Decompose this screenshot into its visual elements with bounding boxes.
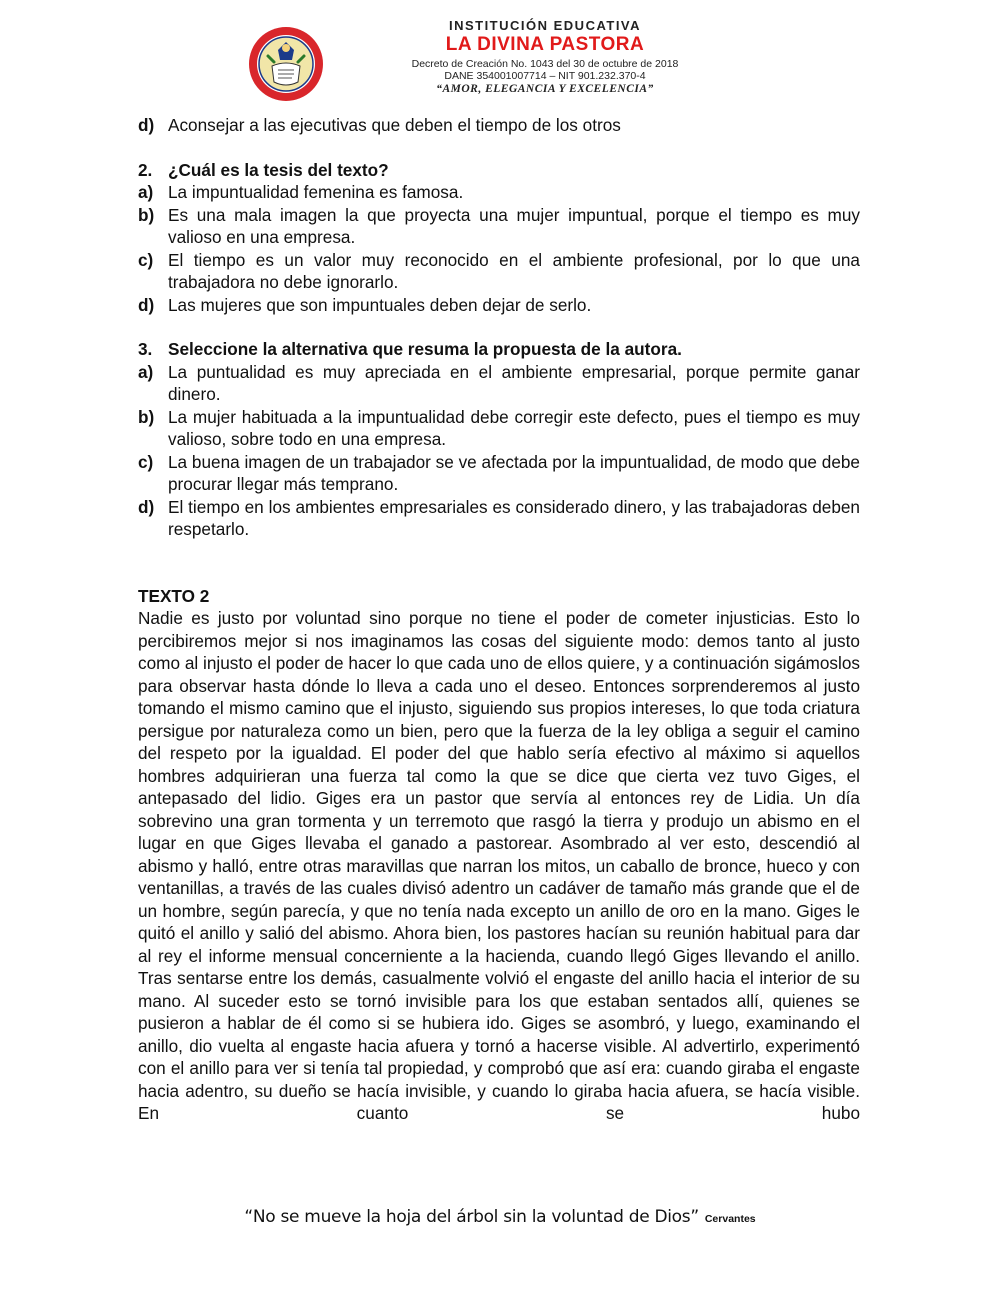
option-label: b) [138, 204, 155, 225]
question-number: 2. [138, 159, 153, 180]
question-3 [138, 338, 860, 361]
document-body [138, 114, 860, 1125]
question-2-option-d [138, 294, 860, 317]
decree-text: Decreto de Creación No. 1043 del 30 de octubre de 2018 [411, 58, 679, 70]
option-label: c) [138, 249, 154, 270]
school-name: LA DIVINA PASTORA [445, 34, 645, 55]
option-text: La impuntualidad femenina es famosa. [168, 182, 464, 202]
option-label: c) [138, 451, 154, 472]
school-crest-icon [248, 26, 324, 102]
option-text: El tiempo en los ambientes empresariales es considerado dinero, y las trabajadoras deben respetarlo. [168, 496, 860, 539]
texto-2-title: TEXTO 2 [138, 585, 210, 606]
question-3-option-b [138, 406, 860, 451]
question-2-option-c [138, 249, 860, 294]
option-text: Es una mala imagen la que proyecta una mujer impuntual, porque el tiempo es muy valioso en una empresa. [168, 204, 860, 247]
option-text: La puntualidad es muy apreciada en el ambiente empresarial, porque permite ganar dinero. [168, 361, 860, 404]
question-1-option-d [138, 114, 860, 137]
school-motto: “AMOR, ELEGANCIA Y EXCELENCIA” [436, 83, 654, 95]
question-text: ¿Cuál es la tesis del texto? [168, 159, 389, 180]
option-text: Las mujeres que son impuntuales deben dejar de serlo. [168, 294, 592, 315]
dane-nit-text: DANE 354001007714 – NIT 901.232.370-4 [444, 70, 646, 82]
option-label: a) [138, 361, 154, 382]
question-3-option-a [138, 361, 860, 406]
option-label: d) [138, 294, 155, 315]
question-2-option-a [138, 181, 860, 204]
option-text: El tiempo es un valor muy reconocido en el ambiente profesional, por lo que una trabajadora no debe ignorarlo. [168, 249, 860, 292]
question-text: Seleccione la alternativa que resuma la propuesta de la autora. [168, 339, 682, 359]
option-label: d) [138, 115, 155, 135]
question-3-option-d [138, 496, 860, 541]
option-text: La mujer habituada a la impuntualidad debe corregir este defecto, pues el tiempo es muy valioso, sobre todo en una empresa. [168, 406, 860, 449]
page-header [0, 0, 1000, 110]
question-3-option-c [138, 451, 860, 496]
page-footer [0, 1207, 1000, 1227]
question-number: 3. [138, 339, 153, 359]
footer-author: Cervantes [704, 1213, 756, 1225]
question-2 [138, 159, 860, 182]
institution-label: INSTITUCIÓN EDUCATIVA [448, 18, 642, 33]
option-label: a) [138, 182, 154, 202]
footer-quote: “No se mueve la hoja del árbol sin la voluntad de Dios” [244, 1207, 699, 1227]
option-text: La buena imagen de un trabajador se ve afectada por la impuntualidad, de modo que debe procurar llegar más temprano. [168, 451, 860, 494]
texto-2-body: Nadie es justo por voluntad sino porque no tiene el poder de cometer injusticias. Esto lo percibiremos mejor si nos imaginamos las cosas del siguiente modo: demos tanto al justo como al injusto el poder de hacer lo que cada uno de ellos quiere, y a continuación sigámoslos para observar hasta dónde lo lleva a cada uno el deseo. Entonces sorprenderemos al justo tomando el mismo camino que el injusto, siguiendo sus propios intereses, lo que toda criatura persigue por naturaleza como un bien, pero que la fuerza de la ley obliga a seguir el camino del respeto por la igualdad. El poder del que hablo sería efectivo al máximo si aquellos hombres adquirieran una fuerza tal como la que se dice que cierta vez tuvo Giges, el antepasado del lidio. Giges era un pastor que servía al entonces rey de Lidia. Un día sobrevino una gran tormenta y un terremoto que rasgó la tierra y produjo un abismo en el lugar en que Giges llevaba el ganado a pastorear. Asombrado al ver esto, descendió al abismo y halló, entre otras maravillas que narran los mitos, un caballo de bronce, hueco y con ventanillas, a través de las cuales divisó adentro un cadáver de tamaño más grande que el de un hombre, según parecía, y que no tenía nada excepto un anillo de oro en la mano. Giges le quitó el anillo y salió del abismo. Ahora bien, los pastores hacían su reunión habitual para dar al rey el informe mensual concerniente a la hacienda, cuando llegó Giges llevando el anillo. Tras sentarse entre los demás, casualmente volvió el engaste del anillo hacia el interior de su mano. Al suceder esto se tornó invisible para los que estaban sentados allí, quienes se pusieron a hablar de él como si se hubiera ido. Giges se asombró, y luego, examinando el anillo, dio vuelta al engaste hacia afuera y tornó a hacerse visible. Al advertirlo, experimentó con el anillo para ver si tenía tal propiedad, y comprobó que así era: cuando giraba el engaste hacia adentro, su dueño se hacía invisible, y cuando lo giraba hacia afuera, se hacía visible. En cuanto se hubo [138, 608, 860, 1123]
option-label: d) [138, 496, 155, 517]
option-text: Aconsejar a las ejecutivas que deben el tiempo de los otros [168, 115, 621, 135]
question-2-option-b [138, 204, 860, 249]
option-label: b) [138, 406, 155, 427]
